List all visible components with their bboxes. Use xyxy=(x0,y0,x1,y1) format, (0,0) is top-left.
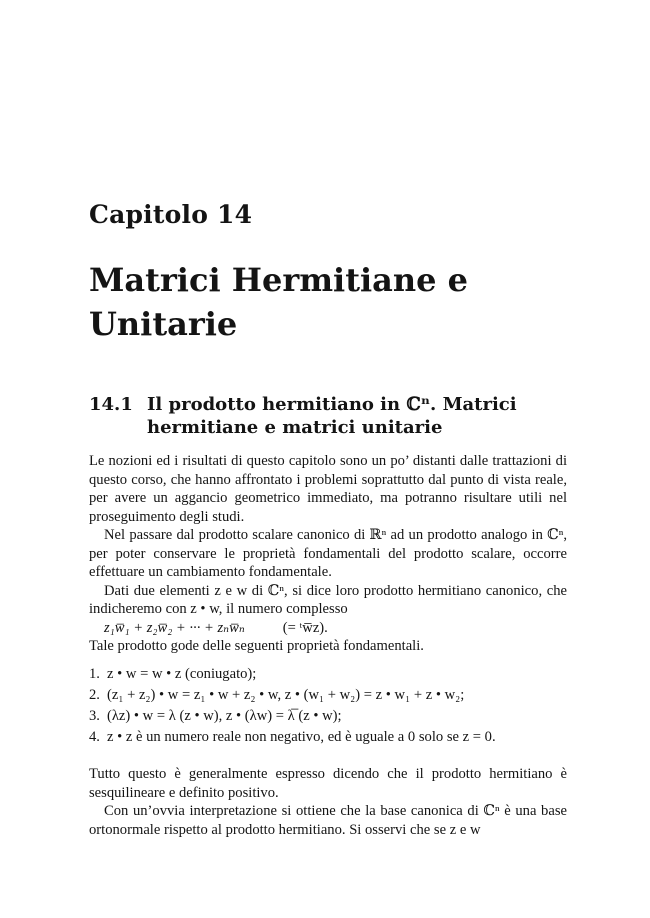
paragraph: Dati due elementi z e w di ℂⁿ, si dice loro prodotto hermitiano canonico, che indicheremo con z • w, il numero complesso xyxy=(89,582,567,617)
closing-text xyxy=(89,765,567,839)
intro-text xyxy=(89,452,567,656)
list-index: 3. xyxy=(89,708,100,724)
section-heading xyxy=(89,393,569,439)
formula-equivalence: (= ᵗw̅z). xyxy=(282,619,328,636)
chapter-label: Capitolo 14 xyxy=(89,200,253,229)
chapter-title: Matrici Hermitiane e Unitarie xyxy=(89,261,468,343)
section-title: Il prodotto hermitiano in ℂⁿ. Matrici hermitiane e matrici unitarie xyxy=(147,394,517,438)
list-index: 4. xyxy=(89,729,100,745)
list-item xyxy=(89,706,567,727)
list-text: (z₁ + z₂) • w = z₁ • w + z₂ • w, z • (w₁ + w₂) = z • w₁ + z • w₂; xyxy=(107,687,465,703)
formula-sum: z₁w̅₁ + z₂w̅₂ + ··· + zₙw̅ₙ xyxy=(104,619,245,636)
paragraph: Tale prodotto gode delle seguenti proprietà fondamentali. xyxy=(89,638,424,654)
section-number: 14.1 xyxy=(89,394,133,415)
list-index: 1. xyxy=(89,666,100,682)
properties-list xyxy=(89,664,567,748)
list-index: 2. xyxy=(89,687,100,703)
paragraph: Nel passare dal prodotto scalare canonico di ℝⁿ ad un prodotto analogo in ℂⁿ, per poter conservare le proprietà fondamentali del prodotto scalare, occorre effettuare un cambiamento fondamentale. xyxy=(89,527,567,580)
list-item xyxy=(89,685,567,706)
list-text: z • w = w • z (coniugato); xyxy=(107,666,257,682)
paragraph: Con un’ovvia interpretazione si ottiene che la base canonica di ℂⁿ è una base ortonormale rispetto al prodotto hermitiano. Si osservi che se z e w xyxy=(89,803,567,838)
list-item xyxy=(89,727,567,748)
paragraph: Le nozioni ed i risultati di questo capitolo sono un po’ distanti dalle trattazioni di questo corso, che hanno affrontato i problemi soprattutto dal punto di vista reale, per avere un aggancio geometrico immediato, ma potranno risultare utili nel proseguimento degli studi. xyxy=(89,453,567,525)
list-item xyxy=(89,664,567,685)
list-text: z • z è un numero reale non negativo, ed è uguale a 0 solo se z = 0. xyxy=(107,729,496,745)
list-text: (λz) • w = λ (z • w), z • (λw) = λ̅ (z • w); xyxy=(107,708,342,724)
formula xyxy=(89,619,567,638)
paragraph: Tutto questo è generalmente espresso dicendo che il prodotto hermitiano è sesquilineare e definito positivo. xyxy=(89,766,567,801)
